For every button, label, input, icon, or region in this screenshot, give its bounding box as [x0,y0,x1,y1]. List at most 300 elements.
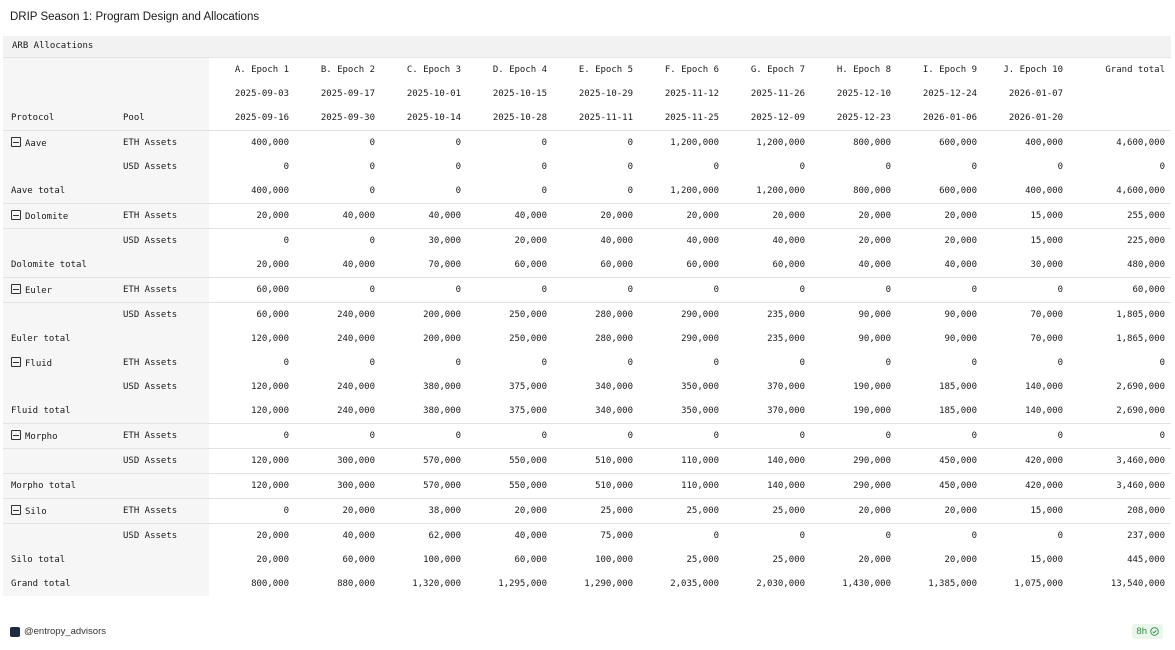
epoch-header-start: 2025-10-29 [578,89,633,99]
value-cell: 200,000 [423,334,461,344]
epoch-header-start: 2025-12-24 [922,89,977,99]
protocol-name: Fluid [25,359,53,369]
row-total-cell: 3,460,000 [1069,449,1171,474]
value-cell: 240,000 [337,406,375,416]
value-cell: 120,000 [251,406,289,416]
value-cell: 120,000 [251,334,289,344]
protocol-cell [3,424,123,449]
epoch-header-start: 2025-11-26 [750,89,805,99]
protocol-cell [3,303,123,328]
header-row [3,82,1171,106]
protocol-cell [3,327,123,351]
table-row [3,351,1171,375]
table-row [3,155,1171,179]
protocol-name: Dolomite [25,212,69,222]
row-total-cell: 3,460,000 [1069,474,1171,499]
protocol-name: Euler total [11,334,71,344]
epoch-header-start: 2025-12-10 [836,89,891,99]
protocol-cell [3,524,123,549]
value-cell: 420,000 [983,474,1069,499]
value-cell: 0 [283,358,289,368]
value-cell: 20,000 [858,555,891,565]
value-cell: 1,290,000 [584,579,633,589]
value-cell: 110,000 [639,449,725,474]
value-cell: 0 [541,186,547,196]
value-cell: 370,000 [767,382,805,392]
value-cell: 0 [455,358,461,368]
epoch-header-name: C. Epoch 3 [406,65,461,75]
header-spacer [1069,82,1171,106]
value-cell: 570,000 [381,449,467,474]
author-footer[interactable] [10,626,106,637]
value-cell: 400,000 [983,131,1069,156]
value-cell: 0 [295,229,381,254]
value-cell: 0 [885,162,891,172]
pool-cell: USD Assets [123,449,209,474]
table-row [3,572,1171,596]
value-cell: 240,000 [295,303,381,328]
value-cell: 400,000 [209,131,295,156]
value-cell: 90,000 [858,334,891,344]
row-total-cell: 13,540,000 [1110,579,1165,589]
value-cell: 60,000 [209,303,295,328]
value-cell: 510,000 [553,474,639,499]
collapse-toggle-icon[interactable] [11,430,21,440]
value-cell: 550,000 [467,449,553,474]
value-cell: 380,000 [423,406,461,416]
value-cell: 75,000 [553,524,639,549]
value-cell: 0 [713,358,719,368]
value-cell: 40,000 [725,229,811,254]
row-total-cell: 4,600,000 [1116,186,1165,196]
pool-cell: ETH Assets [123,204,209,229]
value-cell: 0 [983,424,1069,449]
value-cell: 0 [1057,162,1063,172]
pool-cell: ETH Assets [123,131,209,156]
value-cell: 0 [639,278,725,303]
value-cell: 800,000 [251,579,289,589]
epoch-header-name: I. Epoch 9 [922,65,977,75]
value-cell: 185,000 [939,382,977,392]
value-cell: 40,000 [858,260,891,270]
value-cell: 0 [639,524,725,549]
header-spacer [3,58,123,82]
value-cell: 510,000 [553,449,639,474]
protocol-name: Euler [25,286,53,296]
value-cell: 15,000 [983,229,1069,254]
value-cell: 15,000 [1030,555,1063,565]
value-cell: 25,000 [639,499,725,524]
value-cell: 62,000 [381,524,467,549]
table-row [3,499,1171,524]
value-cell: 0 [811,524,897,549]
epoch-header-name: H. Epoch 8 [836,65,891,75]
value-cell: 0 [295,278,381,303]
protocol-cell [3,131,123,156]
value-cell: 60,000 [772,260,805,270]
collapse-toggle-icon[interactable] [11,137,21,147]
value-cell: 0 [725,278,811,303]
value-cell: 1,430,000 [842,579,891,589]
value-cell: 290,000 [811,474,897,499]
value-cell: 280,000 [553,303,639,328]
value-cell: 20,000 [295,499,381,524]
value-cell: 40,000 [467,524,553,549]
protocol-name: Fluid total [11,406,71,416]
check-circle-icon [1150,627,1159,636]
protocol-name: Morpho [25,432,58,442]
row-total-cell: 445,000 [1127,555,1165,565]
pool-cell [123,253,209,278]
value-cell: 20,000 [639,204,725,229]
value-cell: 0 [553,131,639,156]
pool-cell: USD Assets [123,303,209,328]
value-cell: 25,000 [725,499,811,524]
value-cell: 0 [811,424,897,449]
value-cell: 0 [455,162,461,172]
value-cell: 600,000 [939,186,977,196]
value-cell: 0 [897,424,983,449]
value-cell: 0 [983,524,1069,549]
row-total-cell: 4,600,000 [1069,131,1171,156]
value-cell: 300,000 [295,449,381,474]
value-cell: 0 [725,524,811,549]
epoch-header-end: 2025-11-25 [664,113,719,123]
table-row [3,204,1171,229]
table-row [3,327,1171,351]
epoch-header-name: J. Epoch 10 [1003,65,1063,75]
protocol-name: Dolomite total [11,260,87,270]
epoch-header-name: F. Epoch 6 [664,65,719,75]
value-cell: 60,000 [600,260,633,270]
value-cell: 250,000 [467,303,553,328]
protocol-cell [3,474,123,499]
protocol-cell [3,253,123,278]
value-cell: 0 [369,162,375,172]
value-cell: 1,075,000 [1014,579,1063,589]
value-cell: 550,000 [467,474,553,499]
epoch-header-end: 2025-11-11 [578,113,633,123]
protocol-cell [3,351,123,375]
entropy-logo-icon [10,627,20,637]
collapse-toggle-icon[interactable] [11,505,21,515]
value-cell: 70,000 [428,260,461,270]
value-cell: 200,000 [381,303,467,328]
row-total-cell: 255,000 [1069,204,1171,229]
value-cell: 350,000 [681,406,719,416]
sheet-title: ARB Allocations [3,36,1171,58]
value-cell: 20,000 [725,204,811,229]
value-cell: 20,000 [811,229,897,254]
value-cell: 15,000 [983,499,1069,524]
value-cell: 1,200,000 [639,131,725,156]
value-cell: 340,000 [595,382,633,392]
value-cell: 20,000 [897,204,983,229]
header-spacer [123,58,209,82]
value-cell: 235,000 [725,303,811,328]
value-cell: 20,000 [553,204,639,229]
epoch-header-end: 2026-01-06 [922,113,977,123]
value-cell: 0 [381,278,467,303]
value-cell: 250,000 [509,334,547,344]
protocol-header: Protocol [3,106,123,131]
row-total-cell: 237,000 [1069,524,1171,549]
header-spacer [3,82,123,106]
value-cell: 0 [885,358,891,368]
collapse-toggle-icon[interactable] [11,357,21,367]
table-row [3,131,1171,156]
value-cell: 110,000 [639,474,725,499]
value-cell: 30,000 [1030,260,1063,270]
value-cell: 40,000 [295,204,381,229]
table-row [3,278,1171,303]
table-row [3,449,1171,474]
value-cell: 0 [627,186,633,196]
value-cell: 40,000 [944,260,977,270]
value-cell: 450,000 [897,449,983,474]
value-cell: 20,000 [811,204,897,229]
pool-cell: ETH Assets [123,424,209,449]
value-cell: 190,000 [853,382,891,392]
value-cell: 400,000 [1025,186,1063,196]
row-total-cell: 225,000 [1069,229,1171,254]
value-cell: 1,295,000 [498,579,547,589]
value-cell: 20,000 [209,524,295,549]
value-cell: 25,000 [686,555,719,565]
value-cell: 40,000 [639,229,725,254]
table-row [3,399,1171,424]
value-cell: 20,000 [467,229,553,254]
epoch-header-end: 2025-12-23 [836,113,891,123]
value-cell: 450,000 [897,474,983,499]
value-cell: 120,000 [209,449,295,474]
pool-cell [123,399,209,424]
value-cell: 140,000 [725,474,811,499]
value-cell: 90,000 [897,303,983,328]
value-cell: 240,000 [337,382,375,392]
value-cell: 375,000 [509,406,547,416]
pool-cell: ETH Assets [123,278,209,303]
value-cell: 1,200,000 [670,186,719,196]
pool-header: Pool [123,106,209,131]
value-cell: 290,000 [639,303,725,328]
protocol-name: Aave total [11,186,66,196]
pool-cell [123,548,209,572]
value-cell: 60,000 [514,555,547,565]
epoch-header-end: 2025-10-28 [492,113,547,123]
table-row [3,424,1171,449]
value-cell: 0 [369,186,375,196]
value-cell: 0 [553,278,639,303]
value-cell: 20,000 [467,499,553,524]
row-total-cell: 208,000 [1069,499,1171,524]
value-cell: 90,000 [944,334,977,344]
epoch-header-start: 2025-09-17 [320,89,375,99]
value-cell: 0 [283,162,289,172]
time-ago: 8h [1136,626,1147,637]
value-cell: 370,000 [767,406,805,416]
value-cell: 0 [369,358,375,368]
value-cell: 20,000 [944,555,977,565]
value-cell: 60,000 [514,260,547,270]
value-cell: 1,200,000 [725,131,811,156]
epoch-header-start: 2025-10-15 [492,89,547,99]
collapse-toggle-icon[interactable] [11,210,21,220]
header-row [3,58,1171,82]
value-cell: 0 [381,131,467,156]
table-row [3,179,1171,204]
value-cell: 40,000 [295,524,381,549]
pool-cell [123,474,209,499]
row-total-cell: 0 [1159,358,1165,368]
value-cell: 300,000 [295,474,381,499]
value-cell: 20,000 [209,204,295,229]
value-cell: 240,000 [337,334,375,344]
value-cell: 140,000 [1025,406,1063,416]
value-cell: 20,000 [897,499,983,524]
value-cell: 20,000 [897,229,983,254]
pool-cell: USD Assets [123,375,209,399]
allocations-table [3,58,1171,596]
value-cell: 185,000 [939,406,977,416]
value-cell: 40,000 [553,229,639,254]
value-cell: 38,000 [381,499,467,524]
protocol-cell [3,499,123,524]
pool-cell: USD Assets [123,229,209,254]
protocol-cell [3,229,123,254]
table-row [3,303,1171,328]
table-row [3,524,1171,549]
epoch-header-start: 2025-09-03 [234,89,289,99]
table-row [3,375,1171,399]
value-cell: 0 [627,162,633,172]
row-total-cell: 60,000 [1069,278,1171,303]
epoch-header-start: 2025-10-01 [406,89,461,99]
protocol-cell [3,179,123,204]
pool-cell: USD Assets [123,524,209,549]
value-cell: 120,000 [251,382,289,392]
value-cell: 140,000 [1025,382,1063,392]
protocol-cell [3,375,123,399]
value-cell: 0 [639,424,725,449]
value-cell: 15,000 [983,204,1069,229]
value-cell: 600,000 [897,131,983,156]
protocol-cell [3,399,123,424]
value-cell: 0 [627,358,633,368]
header-row [3,106,1171,131]
pool-cell [123,572,209,596]
grand-total-header: Grand total [1105,65,1165,75]
row-total-cell: 2,690,000 [1116,382,1165,392]
value-cell: 880,000 [337,579,375,589]
value-cell: 70,000 [983,303,1069,328]
table-row [3,253,1171,278]
pool-cell: ETH Assets [123,351,209,375]
value-cell: 100,000 [595,555,633,565]
value-cell: 290,000 [681,334,719,344]
protocol-name: Morpho total [11,481,77,491]
value-cell: 40,000 [467,204,553,229]
value-cell: 0 [209,229,295,254]
protocol-name: Grand total [11,579,71,589]
value-cell: 350,000 [681,382,719,392]
value-cell: 20,000 [256,260,289,270]
value-cell: 0 [467,131,553,156]
protocol-name: Aave [25,139,47,149]
table-row [3,548,1171,572]
value-cell: 800,000 [853,186,891,196]
pool-cell [123,179,209,204]
value-cell: 570,000 [381,474,467,499]
value-cell: 0 [971,358,977,368]
value-cell: 25,000 [553,499,639,524]
value-cell: 0 [897,278,983,303]
value-cell: 0 [541,358,547,368]
epoch-header-name: G. Epoch 7 [750,65,805,75]
protocol-name: Silo total [11,555,66,565]
collapse-toggle-icon[interactable] [11,284,21,294]
value-cell: 40,000 [342,260,375,270]
value-cell: 190,000 [853,406,891,416]
value-cell: 0 [295,131,381,156]
value-cell: 0 [971,162,977,172]
row-total-cell: 0 [1159,162,1165,172]
table-row [3,474,1171,499]
epoch-header-end: 2026-01-20 [1008,113,1063,123]
value-cell: 60,000 [209,278,295,303]
value-cell: 0 [799,358,805,368]
value-cell: 0 [553,424,639,449]
value-cell: 340,000 [595,406,633,416]
value-cell: 140,000 [725,449,811,474]
value-cell: 0 [209,424,295,449]
value-cell: 100,000 [423,555,461,565]
spreadsheet [3,36,1171,596]
author-handle: @entropy_advisors [24,626,106,637]
value-cell: 1,320,000 [412,579,461,589]
value-cell: 20,000 [256,555,289,565]
row-total-cell: 1,865,000 [1116,334,1165,344]
pool-cell [123,327,209,351]
protocol-cell [3,548,123,572]
value-cell: 420,000 [983,449,1069,474]
value-cell: 0 [209,499,295,524]
protocol-cell [3,204,123,229]
epoch-header-start: 2026-01-07 [1008,89,1063,99]
value-cell: 0 [381,424,467,449]
status-badge [1132,624,1163,639]
value-cell: 40,000 [381,204,467,229]
value-cell: 290,000 [811,449,897,474]
protocol-cell [3,449,123,474]
value-cell: 235,000 [767,334,805,344]
epoch-header-end: 2025-10-14 [406,113,461,123]
value-cell: 0 [725,424,811,449]
value-cell: 0 [811,278,897,303]
epoch-header-start: 2025-11-12 [664,89,719,99]
row-total-cell: 0 [1069,424,1171,449]
value-cell: 0 [713,162,719,172]
header-spacer [123,82,209,106]
value-cell: 0 [467,424,553,449]
row-total-cell: 2,690,000 [1116,406,1165,416]
value-cell: 800,000 [811,131,897,156]
page-title: DRIP Season 1: Program Design and Allocations [10,11,260,23]
value-cell: 0 [983,278,1069,303]
value-cell: 0 [897,524,983,549]
protocol-cell [3,278,123,303]
value-cell: 25,000 [772,555,805,565]
